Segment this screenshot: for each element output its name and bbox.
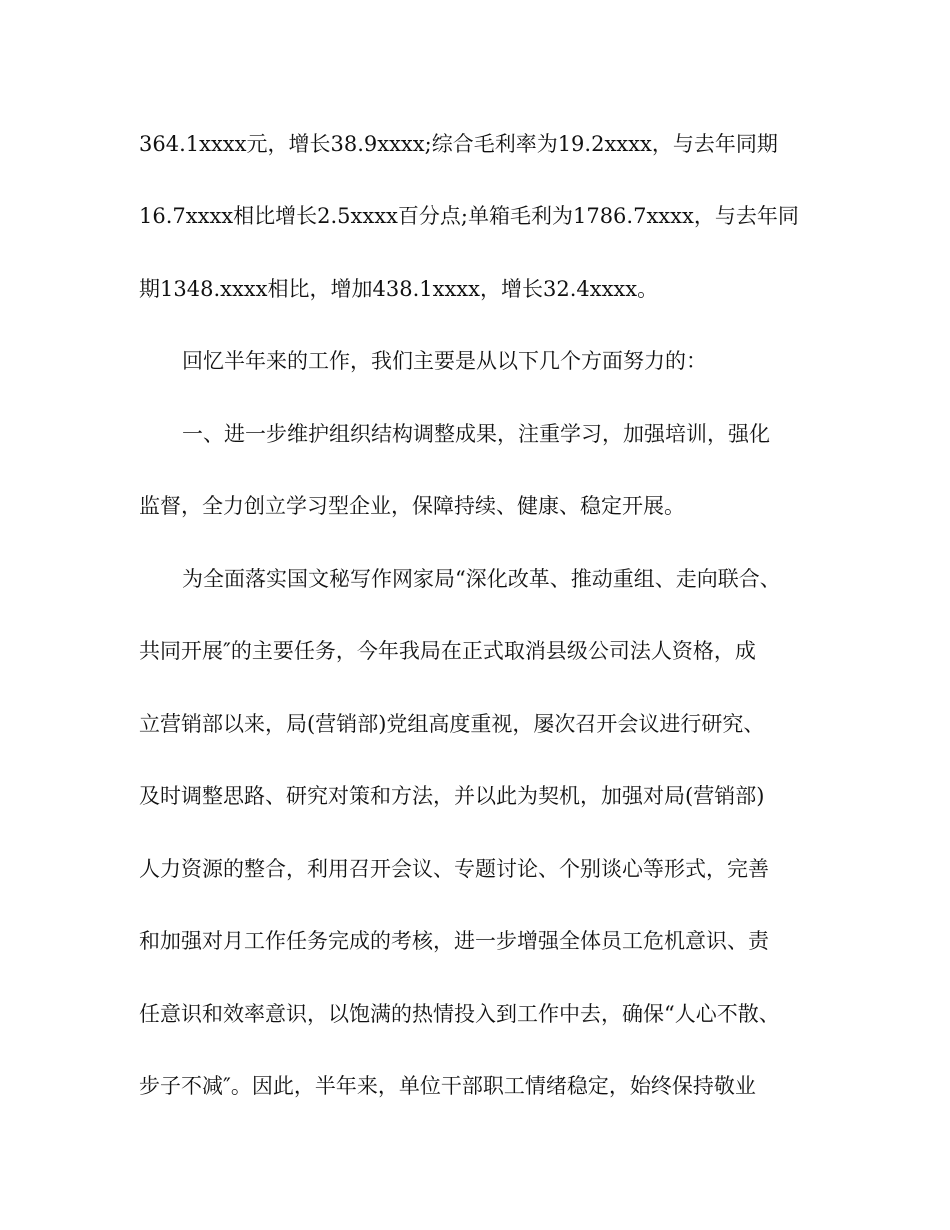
paragraph-start-line: 回忆半年来的工作，我们主要是从以下几个方面努力的：: [182, 349, 707, 373]
text-line: 364.1xxxx元，增长38.9xxxx;综合毛利率为19.2xxxx，与去年同期: [139, 132, 778, 156]
text-line: 期1348.xxxx相比，增加438.1xxxx，增长32.4xxxx。: [139, 277, 659, 301]
text-line: 监督，全力创立学习型企业，保障持续、健康、稳定开展。: [139, 494, 685, 518]
paragraph-start-line: 为全面落实国文秘写作网家局“深化改革、推动重组、走向联合、: [182, 567, 781, 591]
text-line: 人力资源的整合，利用召开会议、专题讨论、个别谈心等形式，完善: [139, 857, 769, 881]
text-line: 和加强对月工作任务完成的考核，进一步增强全体员工危机意识、责: [139, 929, 769, 953]
text-line: 步子不减″。因此，半年来，单位干部职工情绪稳定，始终保持敬业: [139, 1074, 756, 1098]
text-line: 共同开展″的主要任务，今年我局在正式取消县级公司法人资格，成: [139, 639, 756, 663]
text-line: 任意识和效率意识，以饱满的热情投入到工作中去，确保“人心不散、: [139, 1002, 780, 1026]
section-heading-line: 一、进一步维护组织结构调整成果，注重学习，加强培训，强化: [182, 422, 770, 446]
text-line: 16.7xxxx相比增长2.5xxxx百分点;单箱毛利为1786.7xxxx，与去年同: [139, 204, 799, 228]
text-line: 立营销部以来，局(营销部)党组高度重视，屡次召开会议进行研究、: [139, 712, 765, 736]
text-line: 及时调整思路、研究对策和方法，并以此为契机，加强对局(营销部): [139, 784, 765, 808]
